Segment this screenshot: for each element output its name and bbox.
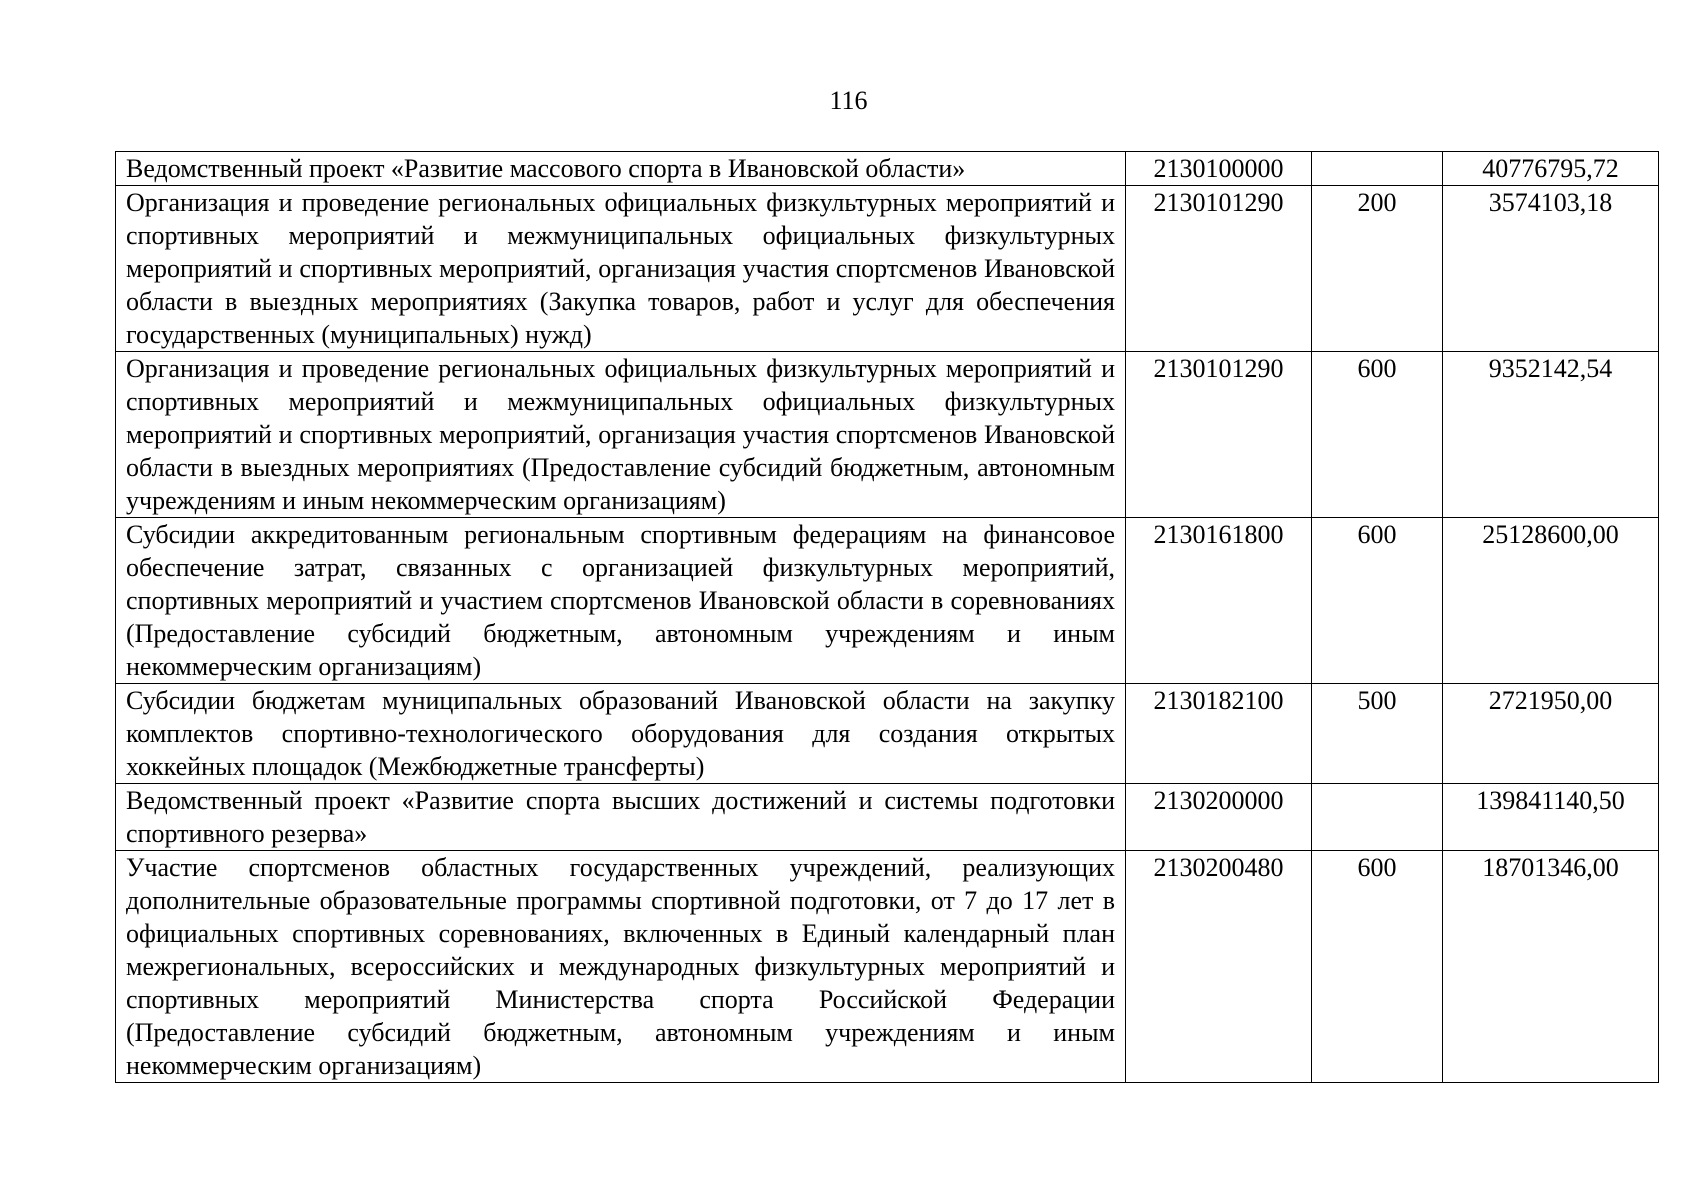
row-code-cell: 2130101290 — [1126, 352, 1312, 518]
row-expense-type-cell: 200 — [1312, 186, 1443, 352]
row-sum-cell: 3574103,18 — [1443, 186, 1659, 352]
row-sum-cell: 25128600,00 — [1443, 518, 1659, 684]
row-name-cell: Участие спортсменов областных государственных учреждений, реализующих дополнительные образовательные программы спортивной подготовки, от 7 до 17 лет в официальных спортивных соревнованиях, включенных в Единый календарный план межрегиональных, всероссийских и международных физкультурных мероприятий и спортивных мероприятий Министерства спорта Российской Федерации (Предоставление субсидий бюджетным, автономным учреждениям и иным некоммерческим организациям) — [116, 851, 1126, 1083]
row-expense-type-cell: 600 — [1312, 851, 1443, 1083]
row-sum-cell: 2721950,00 — [1443, 684, 1659, 784]
row-name-cell: Организация и проведение региональных официальных физкультурных мероприятий и спортивных мероприятий и межмуниципальных официальных физкультурных мероприятий и спортивных мероприятий, организация участия спортсменов Ивановской области в выездных мероприятиях (Предоставление субсидий бюджетным, автономным учреждениям и иным некоммерческим организациям) — [116, 352, 1126, 518]
table-row — [116, 518, 1659, 684]
row-sum-cell: 40776795,72 — [1443, 152, 1659, 186]
row-code-cell: 2130200480 — [1126, 851, 1312, 1083]
row-sum-cell: 18701346,00 — [1443, 851, 1659, 1083]
row-code-cell: 2130182100 — [1126, 684, 1312, 784]
row-name-cell: Ведомственный проект «Развитие массового спорта в Ивановской области» — [116, 152, 1126, 186]
table-row — [116, 352, 1659, 518]
row-name-cell: Субсидии бюджетам муниципальных образований Ивановской области на закупку комплектов спортивно-технологического оборудования для создания открытых хоккейных площадок (Межбюджетные трансферты) — [116, 684, 1126, 784]
row-expense-type-cell — [1312, 784, 1443, 851]
budget-table — [115, 151, 1659, 1083]
row-expense-type-cell: 600 — [1312, 352, 1443, 518]
row-expense-type-cell: 600 — [1312, 518, 1443, 684]
row-name-cell: Субсидии аккредитованным региональным спортивным федерациям на финансовое обеспечение затрат, связанных с организацией физкультурных мероприятий, спортивных мероприятий и участием спортсменов Ивановской области в соревнованиях (Предоставление субсидий бюджетным, автономным учреждениям и иным некоммерческим организациям) — [116, 518, 1126, 684]
row-code-cell: 2130100000 — [1126, 152, 1312, 186]
row-sum-cell: 139841140,50 — [1443, 784, 1659, 851]
row-name-cell: Ведомственный проект «Развитие спорта высших достижений и системы подготовки спортивного резерва» — [116, 784, 1126, 851]
table-row — [116, 684, 1659, 784]
row-code-cell: 2130200000 — [1126, 784, 1312, 851]
row-expense-type-cell — [1312, 152, 1443, 186]
row-name-cell: Организация и проведение региональных официальных физкультурных мероприятий и спортивных мероприятий и межмуниципальных официальных физкультурных мероприятий и спортивных мероприятий, организация участия спортсменов Ивановской области в выездных мероприятиях (Закупка товаров, работ и услуг для обеспечения государственных (муниципальных) нужд) — [116, 186, 1126, 352]
row-code-cell: 2130101290 — [1126, 186, 1312, 352]
table-row — [116, 851, 1659, 1083]
table-row — [116, 186, 1659, 352]
table-row — [116, 152, 1659, 186]
row-sum-cell: 9352142,54 — [1443, 352, 1659, 518]
row-code-cell: 2130161800 — [1126, 518, 1312, 684]
table-row — [116, 784, 1659, 851]
row-expense-type-cell: 500 — [1312, 684, 1443, 784]
page-number: 116 — [829, 86, 868, 115]
